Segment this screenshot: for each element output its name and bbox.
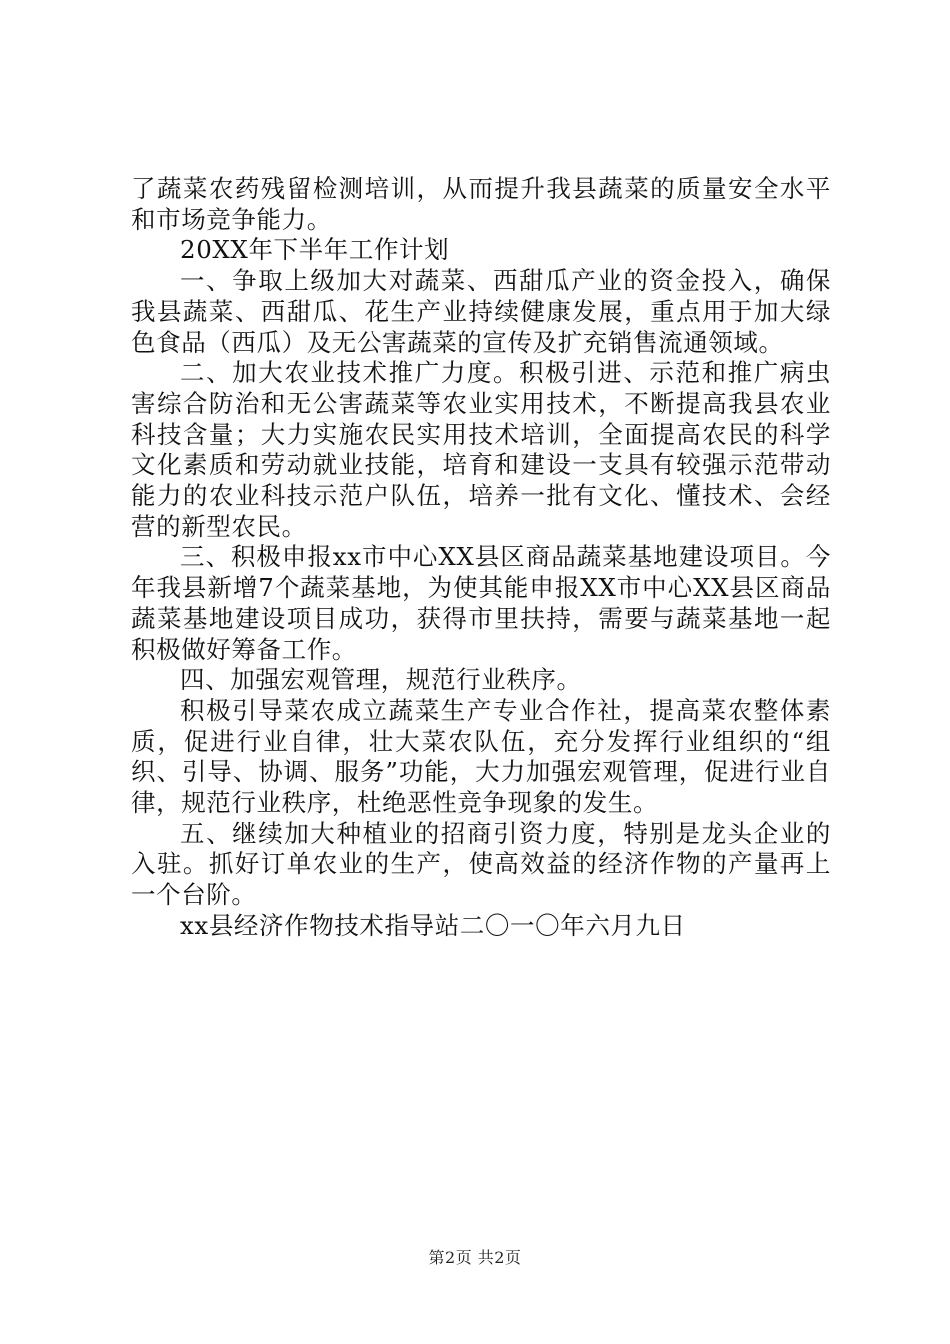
plan-item-2: 二、加大农业技术推广力度。积极引进、示范和推广病虫害综合防治和无公害蔬菜等农业实用技术，不断提高我县农业科技含量；大力实施农民实用技术培训，全面提高农民的科学文化素质和劳动就业技能，培育和建设一支具有较强示范带动能力的农业科技示范户队伍，培养一批有文化、懂技术、会经营的新型农民。 (131, 358, 831, 541)
page-number-footer: 第2页 共2页 (428, 1248, 522, 1267)
document-body (131, 174, 831, 942)
section-heading: 20XX年下半年工作计划 (180, 235, 450, 265)
plan-item-1: 一、争取上级加大对蔬菜、西甜瓜产业的资金投入，确保我县蔬菜、西甜瓜、花生产业持续健康发展，重点用于加大绿色食品（西瓜）及无公害蔬菜的宣传及扩充销售流通领域。 (131, 266, 831, 357)
paragraph-continuation: 了蔬菜农药残留检测培训，从而提升我县蔬菜的质量安全水平和市场竞争能力。 (131, 174, 831, 234)
plan-item-4-detail: 积极引导菜农成立蔬菜生产专业合作社，提高菜农整体素质，促进行业自律，壮大菜农队伍，充分发挥行业组织的“组织、引导、协调、服务”功能，大力加强宏观管理，促进行业自律，规范行业秩序，杜绝恶性竞争现象的发生。 (131, 695, 831, 818)
plan-item-5: 五、继续加大种植业的招商引资力度，特别是龙头企业的入驻。抓好订单农业的生产，使高效益的经济作物的产量再上一个台阶。 (131, 818, 831, 910)
signature-line: xx县经济作物技术指导站二〇一〇年六月九日 (180, 910, 686, 940)
plan-item-4: 四、加强宏观管理，规范行业秩序。 (180, 665, 582, 695)
plan-item-3: 三、积极申报xx市中心XX县区商品蔬菜基地建设项目。今年我县新增7个蔬菜基地，为使其能申报XX市中心XX县区商品蔬菜基地建设项目成功，获得市里扶持，需要与蔬菜基地一起积极做好筹备工作。 (131, 542, 831, 664)
